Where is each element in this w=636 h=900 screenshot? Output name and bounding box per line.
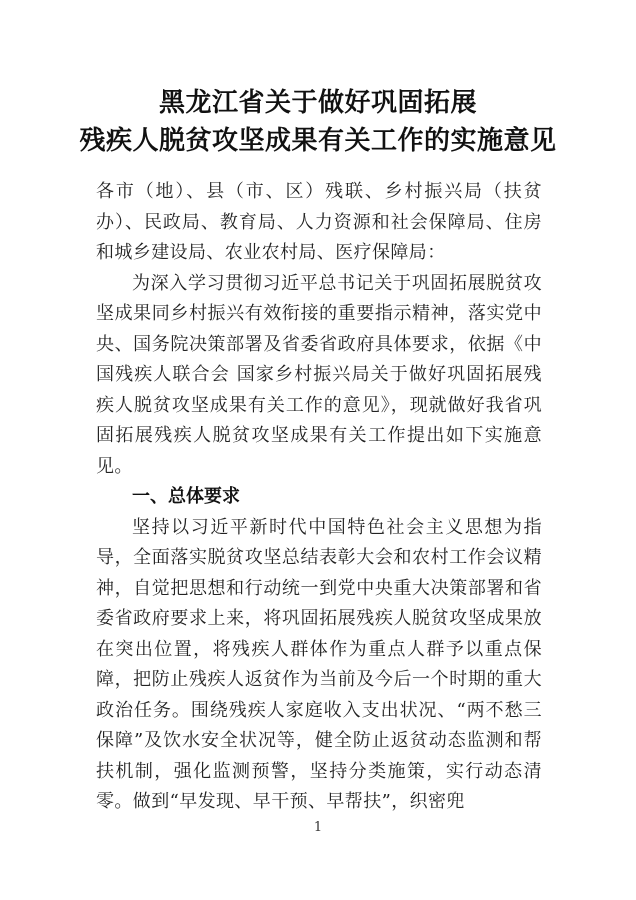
title-line-1: 黑龙江省关于做好巩固拓展	[158, 88, 477, 118]
document-title	[0, 84, 636, 160]
intro-paragraph: 为深入学习贯彻习近平总书记关于巩固拓展脱贫攻坚成果同乡村振兴有效衔接的重要指示精神，落实党中央、国务院决策部署及省委省政府具体要求，依据《中国残疾人联合会 国家乡村振兴局关于做好巩固拓展残疾人脱贫攻坚成果有关工作的意见》，现就做好我省巩固拓展残疾人脱贫攻坚成果有关工作提出如下实施意见。	[96, 272, 542, 477]
title-line-2: 残疾人脱贫攻坚成果有关工作的实施意见	[79, 126, 557, 156]
section-heading: 一、总体要求	[132, 486, 240, 507]
section-paragraph: 坚持以习近平新时代中国特色社会主义思想为指导，全面落实脱贫攻坚总结表彰大会和农村工作会议精神，自觉把思想和行动统一到党中央重大决策部署和省委省政府要求上来，将巩固拓展残疾人脱贫攻坚成果放在突出位置，将残疾人群体作为重点人群予以重点保障，把防止残疾人返贫作为当前及今后一个时期的重大政治任务。围绕残疾人家庭收入支出状况、“两不愁三保障”及饮水安全状况等，健全防止返贫动态监测和帮扶机制，强化监测预警，坚持分类施策，实行动态清零。做到“早发现、早干预、早帮扶”，织密兜	[96, 516, 542, 812]
page-number: 1	[313, 820, 323, 835]
document-body	[96, 177, 542, 818]
addressee-paragraph: 各市（地）、县（市、区）残联、乡村振兴局（扶贫办）、民政局、教育局、人力资源和社会保障局、住房和城乡建设局、农业农村局、医疗保障局：	[96, 181, 542, 263]
